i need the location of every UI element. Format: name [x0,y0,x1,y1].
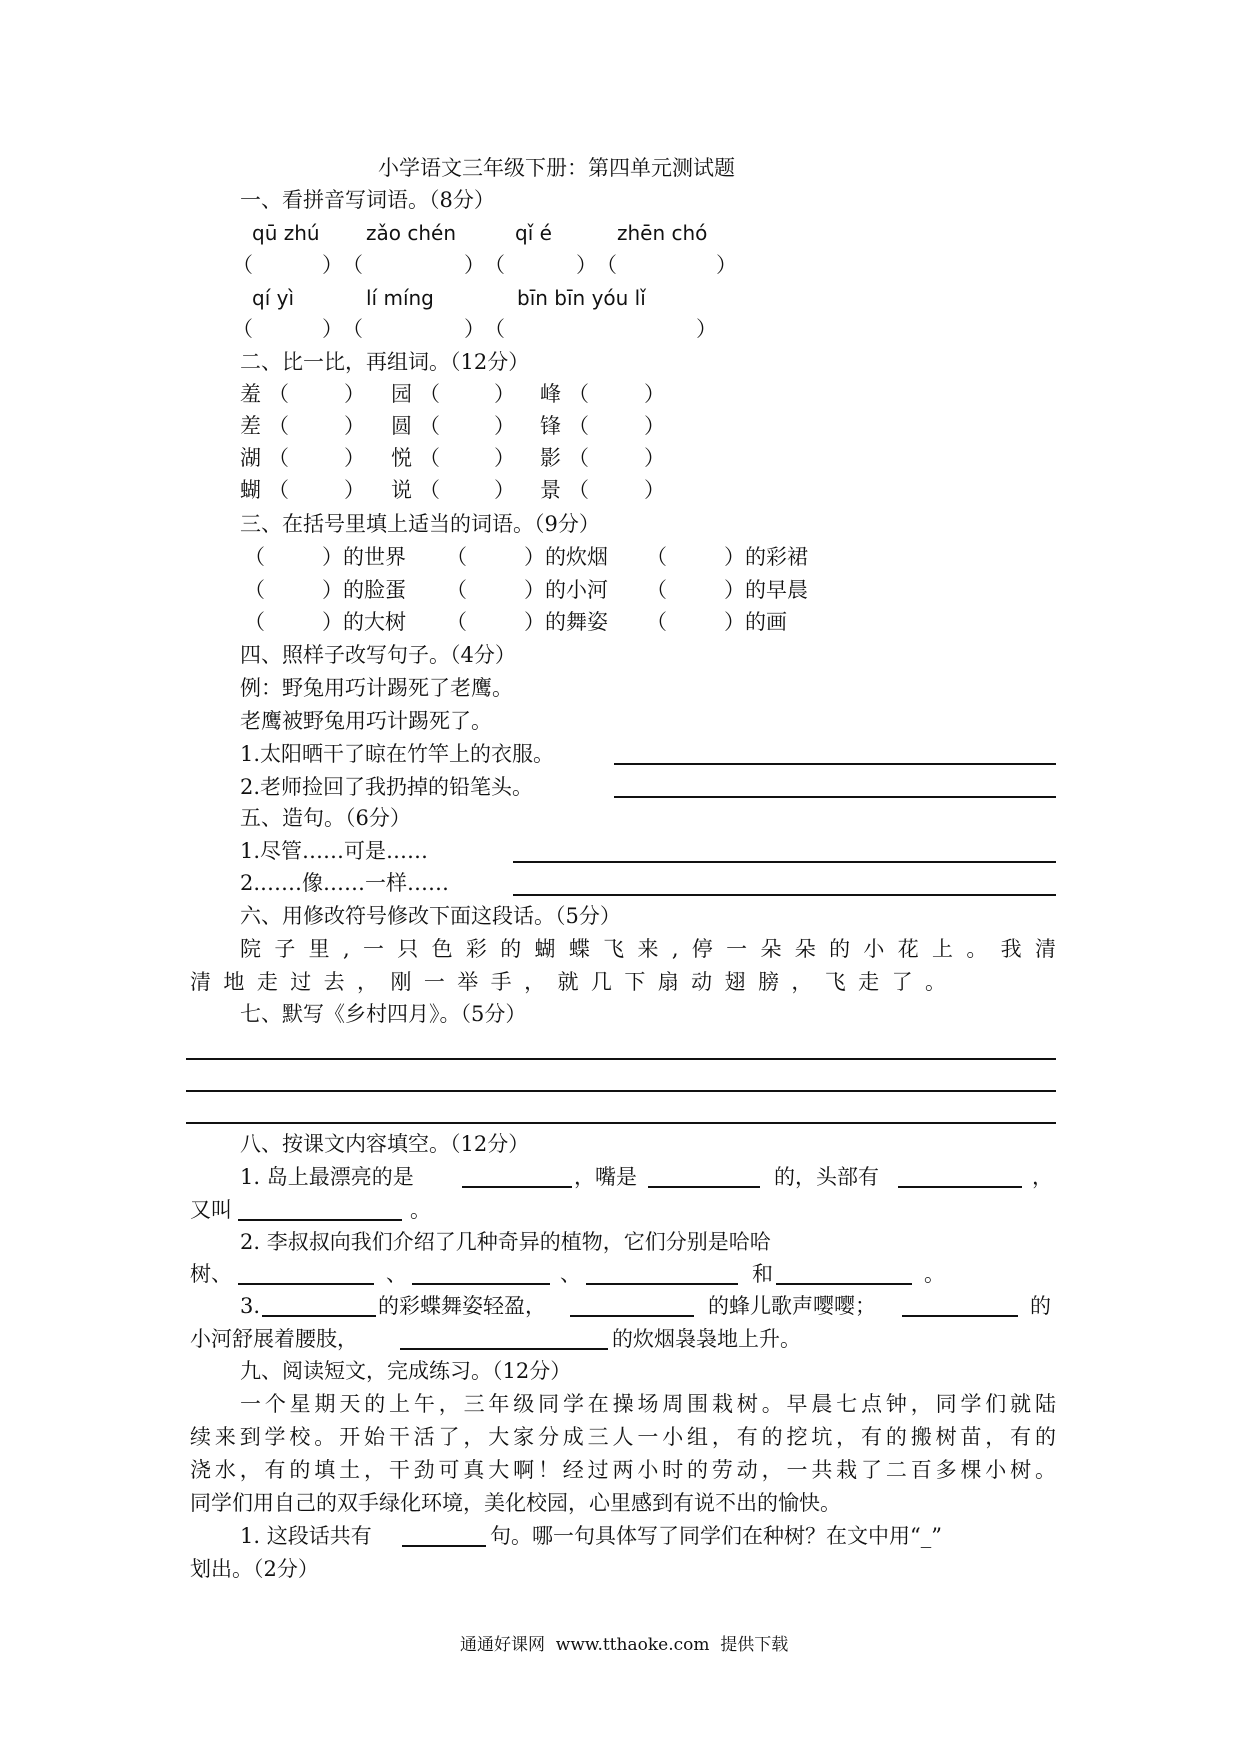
answer-line [400,1348,608,1350]
fill-phrase: ）的舞姿 [524,610,608,634]
paren-open: （ [419,478,440,502]
paren-open: （ [419,446,440,470]
paren-open: （ [568,478,589,502]
char: 湖 [240,446,261,470]
paren-open: （ [419,382,440,406]
fill-text: 3. [240,1294,261,1318]
answer-blank-open: （ [484,253,505,277]
paren-open: （ [268,414,289,438]
pinyin-1: qū zhú [252,221,320,245]
poem-line [186,1090,1056,1092]
footer-source: 通通好课网 www.tthaoke.com 提供下载 [460,1635,789,1655]
fill-text: 的彩蝶舞姿轻盈， [378,1294,546,1318]
paren-close: ） [494,478,515,502]
section-3-heading: 三、在括号里填上适当的词语。（9分） [240,512,600,536]
section-4-heading: 四、照样子改写句子。（4分） [240,643,516,667]
paren-close: ） [344,414,365,438]
paren-open: （ [646,578,667,602]
paren-open: （ [446,578,467,602]
answer-line [586,1283,738,1285]
fill-text: 树、 [190,1262,232,1286]
paren-close: ） [344,478,365,502]
paren-close: ） [644,414,665,438]
answer-line [614,763,1056,765]
answer-line [570,1315,694,1317]
fill-text: 1. 岛上最漂亮的是 [240,1165,414,1189]
answer-line [898,1186,1022,1188]
fill-text: 的蜂儿歌声嘤嘤； [708,1294,876,1318]
fill-phrase: ）的脸蛋 [322,578,406,602]
reading-line-4: 同学们用自己的双手绿化环境，美化校园，心里感到有说不出的愉快。 [190,1491,841,1515]
fill-text: 2. 李叔叔向我们介绍了几种奇异的植物，它们分别是哈哈 [240,1230,771,1254]
answer-blank-open: （ [596,253,617,277]
pinyin-6: lí míng [366,286,434,310]
char: 园 [391,382,412,406]
pinyin-4: zhēn chó [617,221,708,245]
fill-phrase: ）的小河 [524,578,608,602]
paren-open: （ [268,446,289,470]
reading-question-1: 句。哪一句具体写了同学们在种树？在文中用“_” [490,1524,942,1548]
answer-line [648,1186,760,1188]
poem-line [186,1122,1056,1124]
fill-text: 、 [386,1262,407,1286]
fill-text: 。 [924,1262,945,1286]
answer-blank-open: （ [342,253,363,277]
paren-close: ） [344,446,365,470]
section-7-heading: 七、默写《乡村四月》。（5分） [240,1002,527,1026]
answer-line [902,1315,1018,1317]
paren-open: （ [446,610,467,634]
paren-open: （ [419,414,440,438]
rewrite-question-2: 2.老师捡回了我扔掉的铅笔头。 [240,775,534,799]
page-title: 小学语文三年级下册：第四单元测试题 [378,156,735,180]
fill-text: 、 [560,1262,581,1286]
fill-phrase: ）的炊烟 [524,545,608,569]
answer-blank-close: ） [464,317,485,341]
pinyin-7: bīn bīn yóu lǐ [517,286,646,310]
paren-open: （ [646,545,667,569]
answer-line [776,1283,912,1285]
char: 蝴 [240,478,261,502]
paren-close: ） [494,382,515,406]
char: 景 [540,478,561,502]
char: 羞 [240,382,261,406]
paren-close: ） [644,446,665,470]
example-answer: 老鹰被野兔用巧计踢死了。 [240,709,492,733]
section-5-heading: 五、造句。（6分） [240,806,411,830]
paren-close: ） [494,446,515,470]
fill-phrase: ）的画 [724,610,787,634]
paren-open: （ [268,478,289,502]
paren-open: （ [568,446,589,470]
fill-phrase: ）的大树 [322,610,406,634]
section-9-heading: 九、阅读短文，完成练习。（12分） [240,1359,572,1383]
section-6-heading: 六、用修改符号修改下面这段话。（5分） [240,904,621,928]
fill-text: ，嘴是 [574,1165,637,1189]
section-1-heading: 一、看拼音写词语。（8分） [240,188,495,212]
answer-line [513,894,1056,896]
paren-open: （ [646,610,667,634]
answer-line [402,1545,486,1547]
char: 悦 [391,446,412,470]
sentence-question-1: 1.尽管……可是…… [240,839,429,863]
section-8-heading: 八、按课文内容填空。（12分） [240,1132,530,1156]
pinyin-5: qí yì [252,286,295,310]
fill-phrase: ）的早晨 [724,578,808,602]
poem-line [186,1058,1056,1060]
edit-paragraph-line-2: 清地走过去，刚一举手，就几下扇动翅膀，飞走了。 [190,970,946,994]
paren-open: （ [268,382,289,406]
answer-blank-close: ） [716,253,737,277]
pinyin-3: qǐ é [515,221,552,245]
fill-text: 的炊烟袅袅地上升。 [612,1327,801,1351]
answer-line [513,861,1056,863]
edit-paragraph-line-1: 院子里,一只色彩的蝴蝶飞来,停一朵朵的小花上。我清 [240,937,1056,961]
answer-blank-open: （ [232,317,253,341]
answer-blank-open: （ [232,253,253,277]
char: 差 [240,414,261,438]
fill-text: 小河舒展着腰肢， [190,1327,358,1351]
answer-blank-open: （ [484,317,505,341]
paren-open: （ [446,545,467,569]
paren-close: ） [344,382,365,406]
answer-blank-close: ） [322,317,343,341]
answer-line [262,1315,376,1317]
paren-open: （ [244,545,265,569]
reading-line-2: 续来到学校。开始干活了，大家分成三人一小组，有的挖坑，有的搬树苗，有的 [190,1425,1056,1449]
fill-text: 的，头部有 [774,1165,879,1189]
char: 圆 [391,414,412,438]
char: 峰 [540,382,561,406]
fill-text: 的 [1030,1294,1051,1318]
char: 说 [391,478,412,502]
reading-question-1: 1. 这段话共有 [240,1524,372,1548]
paren-open: （ [568,414,589,438]
example-sentence: 例：野兔用巧计踢死了老鹰。 [240,676,513,700]
answer-blank-close: ） [322,253,343,277]
answer-line [238,1283,374,1285]
answer-blank-close: ） [576,253,597,277]
fill-phrase: ）的彩裙 [724,545,808,569]
section-2-heading: 二、比一比，再组词。（12分） [240,350,530,374]
paren-close: ） [644,382,665,406]
answer-line [462,1186,572,1188]
answer-line [238,1219,402,1221]
fill-text: ， [1032,1165,1053,1189]
paren-open: （ [568,382,589,406]
fill-text: 又叫 [190,1198,232,1222]
paren-close: ） [494,414,515,438]
answer-blank-close: ） [464,253,485,277]
fill-text: 和 [752,1262,773,1286]
answer-line [614,796,1056,798]
answer-line [412,1283,550,1285]
reading-line-3: 浇水，有的填土，干劲可真大啊！经过两小时的劳动，一共栽了二百多棵小树。 [190,1458,1056,1482]
rewrite-question-1: 1.太阳晒干了晾在竹竿上的衣服。 [240,742,555,766]
reading-line-1: 一个星期天的上午，三年级同学在操场周围栽树。早晨七点钟，同学们就陆 [240,1392,1056,1416]
pinyin-2: zǎo chén [366,221,456,245]
answer-blank-open: （ [342,317,363,341]
paren-open: （ [244,610,265,634]
answer-blank-close: ） [696,317,717,341]
char: 锋 [540,414,561,438]
paren-close: ） [644,478,665,502]
char: 影 [540,446,561,470]
paren-open: （ [244,578,265,602]
fill-text: 。 [410,1198,431,1222]
sentence-question-2: 2.……像……一样…… [240,871,450,895]
reading-question-1: 划出。（2分） [190,1557,319,1581]
fill-phrase: ）的世界 [322,545,406,569]
